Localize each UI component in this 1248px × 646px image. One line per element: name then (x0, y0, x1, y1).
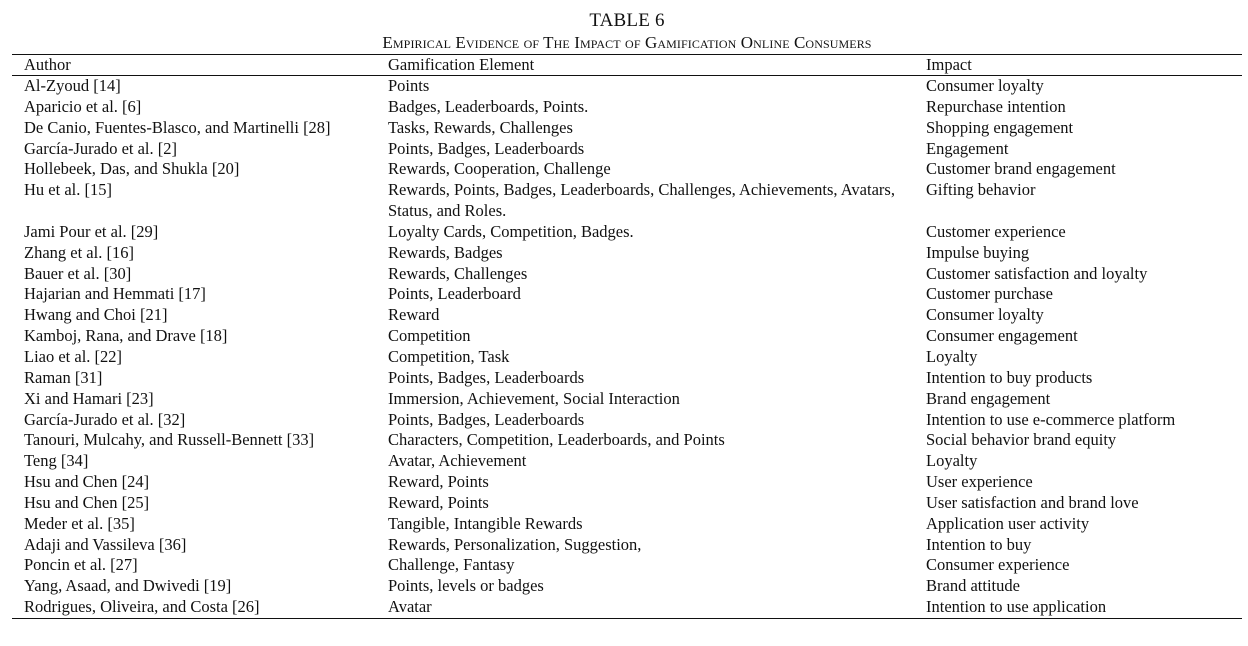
author-cell: Hsu and Chen [24] (24, 472, 150, 492)
column-header-author: Author (12, 55, 388, 76)
author-cell: Bauer et al. [30] (24, 263, 132, 283)
author-cell: Hwang and Choi [21] (24, 305, 168, 325)
author-cell: Teng [34] (24, 451, 89, 471)
gamification-element-cell: Rewards, Cooperation, Challenge (388, 159, 611, 179)
author-cell: Yang, Asaad, and Dwivedi [19] (24, 576, 232, 596)
table-header-row (12, 55, 1242, 76)
impact-cell: Intention to buy (926, 534, 1032, 554)
impact-cell: Repurchase intention (926, 96, 1066, 116)
impact-cell: Application user activity (926, 513, 1090, 533)
table-row (12, 180, 1242, 222)
table-row (12, 576, 1242, 597)
table-row (12, 97, 1242, 118)
gamification-element-cell: Rewards, Personalization, Suggestion, (388, 534, 642, 554)
impact-cell: Social behavior brand equity (926, 430, 1117, 450)
author-cell: García-Jurado et al. [2] (24, 138, 178, 158)
author-cell: Tanouri, Mulcahy, and Russell-Bennett [33] (24, 430, 315, 450)
table-row (12, 389, 1242, 410)
author-cell: Aparicio et al. [6] (24, 96, 142, 116)
gamification-element-cell: Reward, Points (388, 472, 489, 492)
gamification-element-cell: Rewards, Points, Badges, Leaderboards, Challenges, Achievements, Avatars, Status, and Roles. (388, 180, 895, 221)
table-row (12, 326, 1242, 347)
author-cell: Rodrigues, Oliveira, and Costa [26] (12, 597, 388, 618)
impact-cell: Loyalty (926, 346, 978, 366)
impact-cell: Shopping engagement (926, 117, 1074, 137)
impact-cell: Customer satisfaction and loyalty (926, 263, 1148, 283)
impact-cell: Consumer engagement (926, 326, 1078, 346)
table-row (12, 535, 1242, 556)
table-row (12, 222, 1242, 243)
gamification-element-cell: Rewards, Challenges (388, 263, 528, 283)
impact-cell: Consumer experience (926, 555, 1070, 575)
table-row (12, 555, 1242, 576)
author-cell: Hsu and Chen [25] (24, 492, 150, 512)
impact-cell: Intention to use e-commerce platform (926, 409, 1176, 429)
table-row (12, 430, 1242, 451)
table-row (12, 493, 1242, 514)
author-cell: Meder et al. [35] (24, 513, 135, 533)
table-row (12, 597, 1242, 618)
table-row (12, 368, 1242, 389)
impact-cell: User experience (926, 472, 1033, 492)
impact-cell: Gifting behavior (926, 180, 1036, 200)
author-cell: Liao et al. [22] (24, 346, 123, 366)
author-cell: Poncin et al. [27] (24, 555, 138, 575)
impact-cell: User satisfaction and brand love (926, 492, 1139, 512)
author-cell: Xi and Hamari [23] (24, 388, 154, 408)
impact-cell: Consumer loyalty (926, 305, 1044, 325)
table-row (12, 159, 1242, 180)
author-cell: Al-Zyoud [14] (24, 76, 121, 95)
table-row (12, 514, 1242, 535)
author-cell: De Canio, Fuentes-Blasco, and Martinelli [28] (24, 117, 331, 137)
gamification-element-cell: Reward (388, 305, 440, 325)
gamification-element-cell: Avatar, Achievement (388, 451, 527, 471)
gamification-element-cell: Competition, Task (388, 346, 510, 366)
gamification-element-cell: Tangible, Intangible Rewards (388, 513, 583, 533)
impact-cell: Customer purchase (926, 284, 1053, 304)
gamification-element-cell: Rewards, Badges (388, 242, 503, 262)
table-row (12, 305, 1242, 326)
table-body (12, 76, 1242, 619)
table-row (12, 472, 1242, 493)
table-row (12, 243, 1242, 264)
author-cell: Hollebeek, Das, and Shukla [20] (24, 159, 240, 179)
impact-cell: Customer brand engagement (926, 159, 1116, 179)
author-cell: Adaji and Vassileva [36] (24, 534, 187, 554)
gamification-element-cell: Avatar (388, 597, 926, 618)
author-cell: Hajarian and Hemmati [17] (24, 284, 206, 304)
gamification-element-cell: Competition (388, 326, 471, 346)
table-row (12, 264, 1242, 285)
gamification-element-cell: Points, Badges, Leaderboards (388, 367, 585, 387)
table-number: TABLE 6 (589, 10, 665, 31)
table-caption: Empirical Evidence of The Impact of Gamification Online Consumers (382, 33, 872, 52)
author-cell: Kamboj, Rana, and Drave [18] (24, 326, 228, 346)
table-row (12, 284, 1242, 305)
impact-cell: Brand engagement (926, 388, 1051, 408)
gamification-element-cell: Immersion, Achievement, Social Interaction (388, 388, 680, 408)
author-cell: García-Jurado et al. [32] (24, 409, 186, 429)
gamification-element-cell: Points (388, 76, 430, 95)
table-row (12, 139, 1242, 160)
table-row (12, 347, 1242, 368)
impact-cell: Engagement (926, 138, 1009, 158)
evidence-table (12, 54, 1242, 619)
gamification-element-cell: Characters, Competition, Leaderboards, and Points (388, 430, 725, 450)
table-row (12, 410, 1242, 431)
author-cell: Zhang et al. [16] (24, 242, 134, 262)
author-cell: Hu et al. [15] (24, 180, 112, 200)
author-cell: Raman [31] (24, 367, 103, 387)
impact-cell: Impulse buying (926, 242, 1030, 262)
gamification-element-cell: Loyalty Cards, Competition, Badges. (388, 221, 634, 241)
table-row (12, 451, 1242, 472)
impact-cell: Loyalty (926, 451, 978, 471)
impact-cell: Intention to use application (926, 597, 1242, 618)
column-header-impact: Impact (926, 55, 1242, 76)
gamification-element-cell: Points, Leaderboard (388, 284, 521, 304)
table-row (12, 76, 1242, 97)
gamification-element-cell: Points, levels or badges (388, 576, 544, 596)
gamification-element-cell: Points, Badges, Leaderboards (388, 138, 585, 158)
table-row (12, 118, 1242, 139)
impact-cell: Consumer loyalty (926, 76, 1044, 95)
gamification-element-cell: Points, Badges, Leaderboards (388, 409, 585, 429)
gamification-element-cell: Badges, Leaderboards, Points. (388, 96, 589, 116)
column-header-gamification-element: Gamification Element (388, 55, 926, 76)
gamification-element-cell: Reward, Points (388, 492, 489, 512)
impact-cell: Customer experience (926, 221, 1066, 241)
impact-cell: Intention to buy products (926, 367, 1093, 387)
table-container (12, 10, 1242, 619)
author-cell: Jami Pour et al. [29] (24, 221, 159, 241)
gamification-element-cell: Tasks, Rewards, Challenges (388, 117, 573, 137)
gamification-element-cell: Challenge, Fantasy (388, 555, 515, 575)
impact-cell: Brand attitude (926, 576, 1020, 596)
